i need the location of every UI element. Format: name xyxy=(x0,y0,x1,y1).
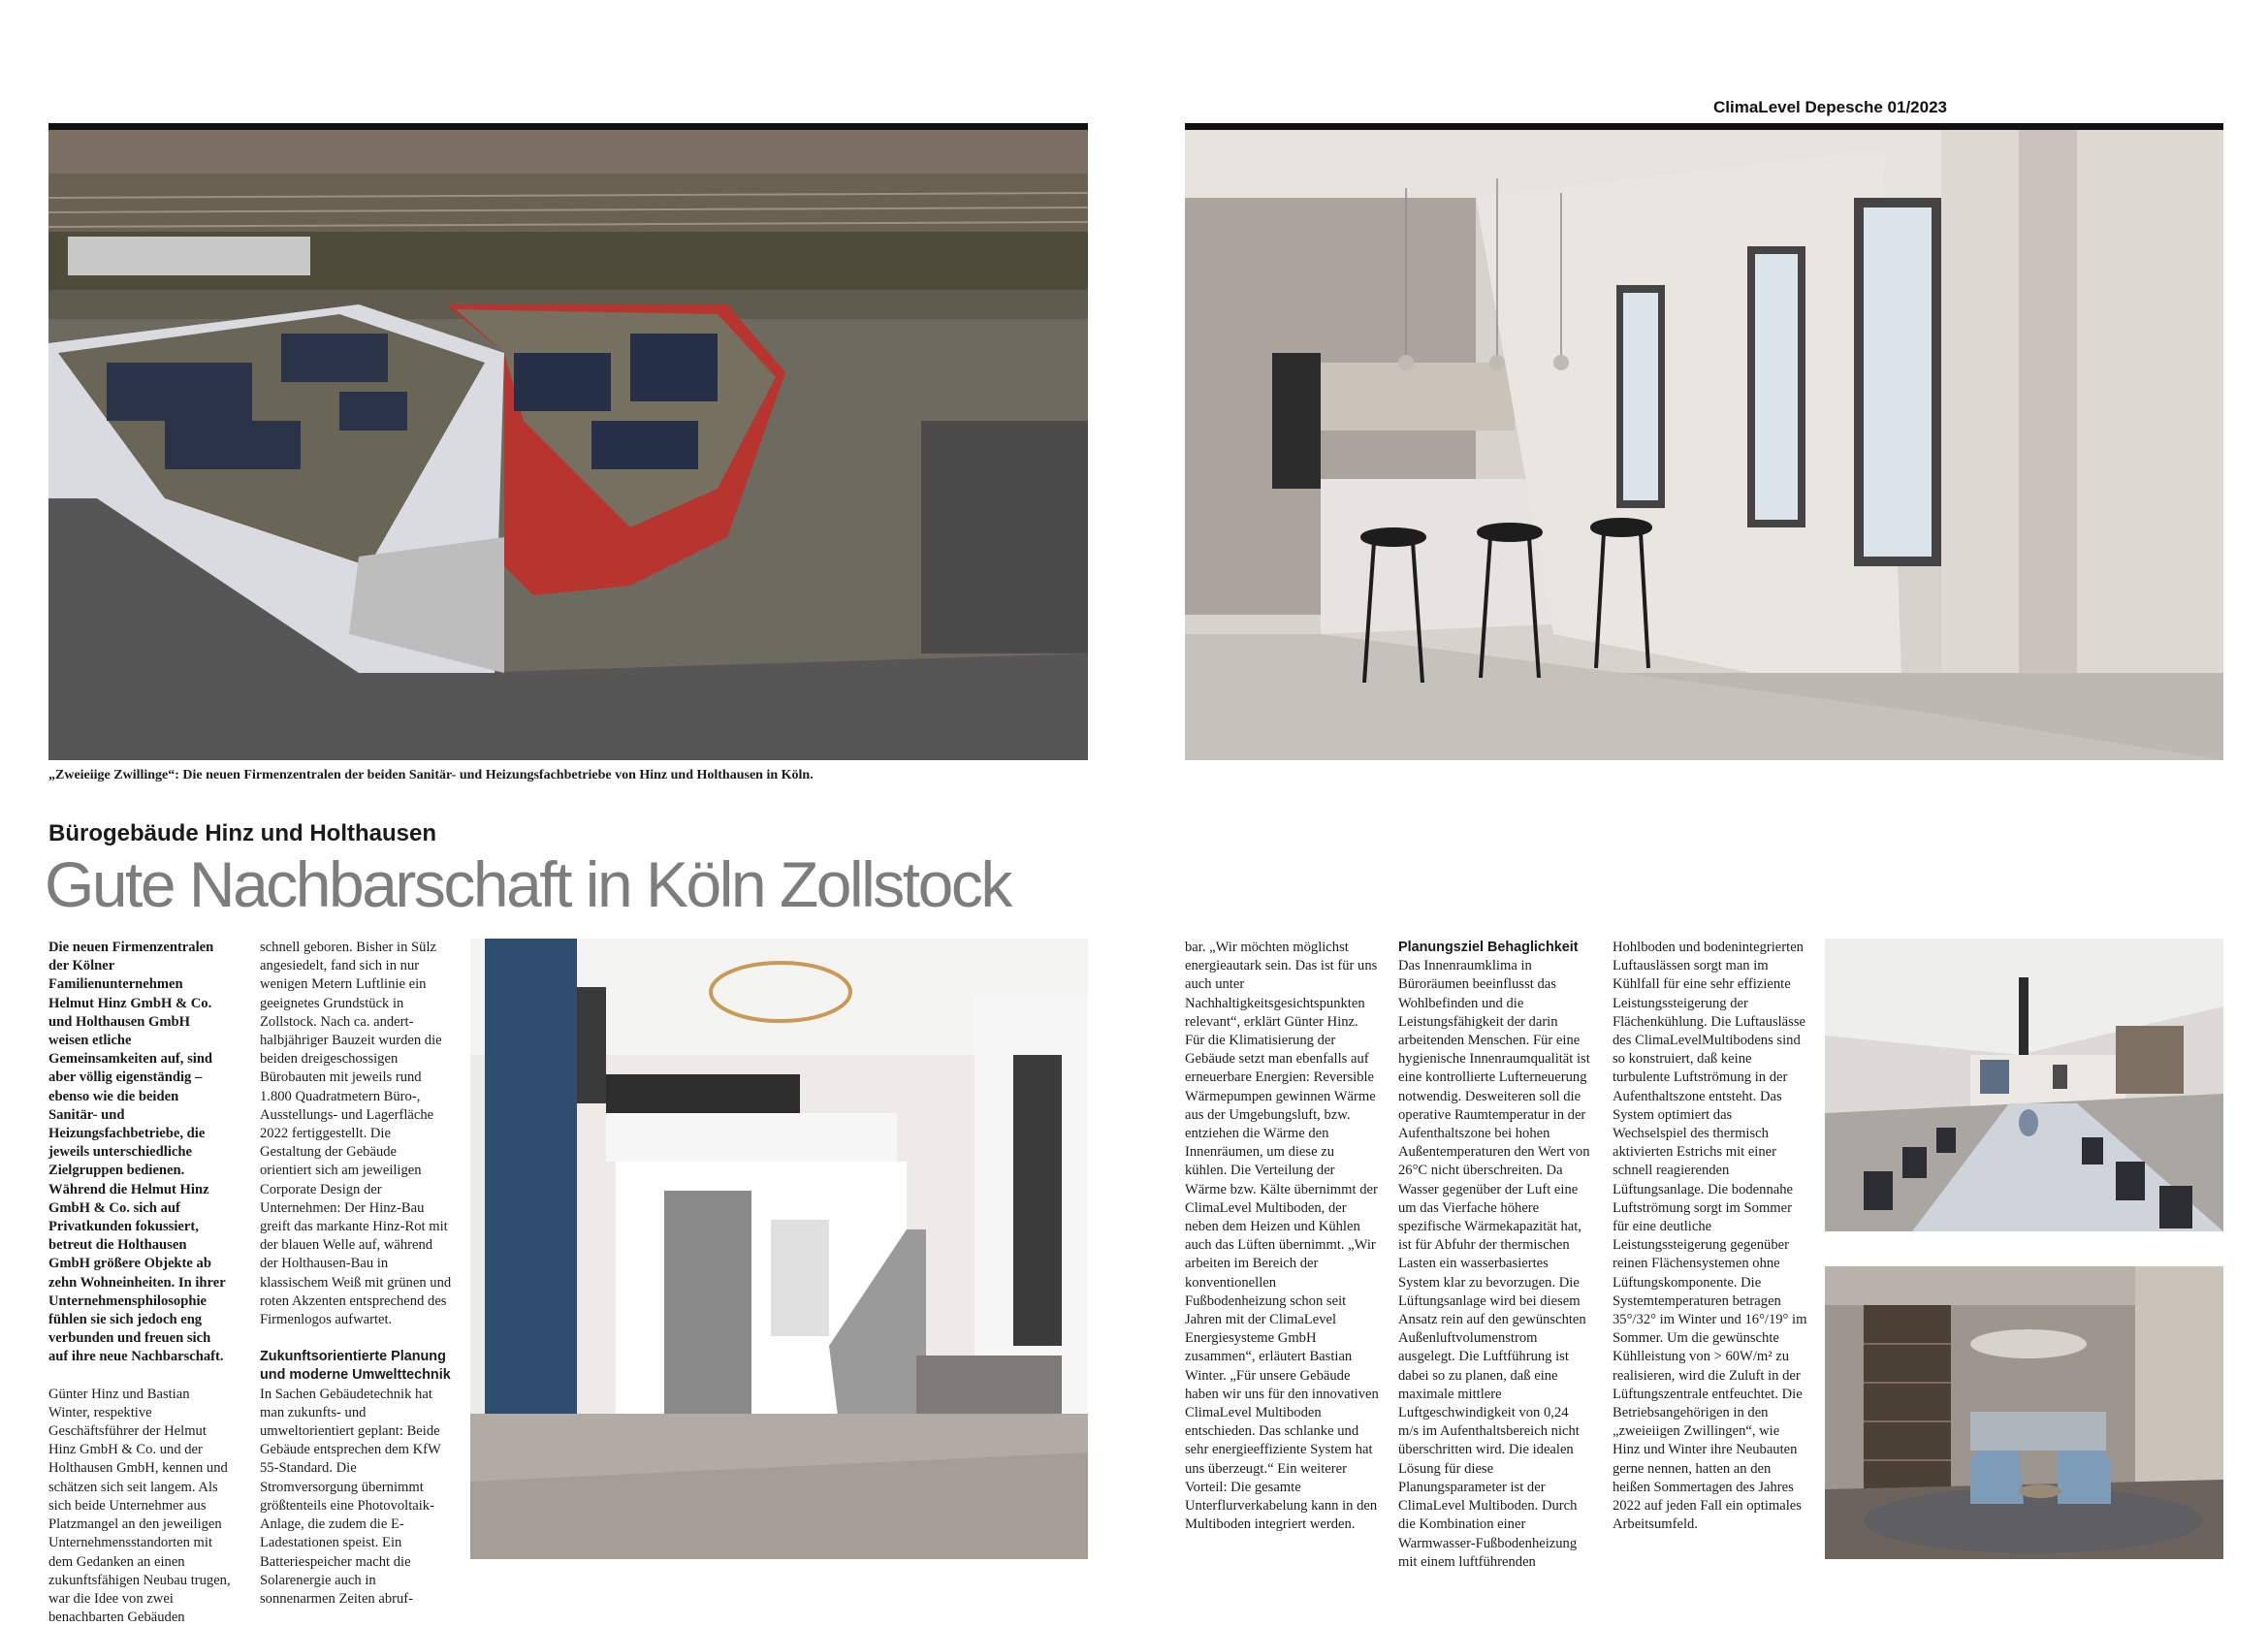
conference-room-photo xyxy=(1825,939,2223,1231)
paragraph: schnell geboren. Bisher in Sülz angesiedelt, fand sich in nur wenigen Metern Luftlinie ein geeignetes Grundstück in Zollstock. Nach ca. anderthalbjähriger Bauzeit wurden die beiden dreigeschossigen Bürobauten mit jeweils rund 1.800 Quadratmetern Büro-, Ausstellungs- und Lagerfläche 2022 fertiggestellt. Die Gestaltung der Gebäude orientiert sich am jeweiligen Corporate Design der Unternehmen: Der Hinz-Bau greift das markante Hinz-Rot mit der blauen Welle auf, während der Holthausen-Bau in klassischem Weiß mit grünen und roten Akzenten entsprechend des Firmenlogos aufwartet. xyxy=(260,940,452,1328)
column-3 xyxy=(1185,939,1379,1535)
subheading: Zukunftsorientierte Planung und moderne Umwelttechnik xyxy=(260,1349,451,1384)
kicker: Bürogebäude Hinz und Holthausen xyxy=(48,820,436,846)
paragraph: bar. „Wir möchten möglichst energieautark sein. Das ist für uns auch unter Nachhaltigkeitsgesichtspunkten relevant“, erklärt Günter Hinz. Für die Klimatisierung der Gebäude setzt man ebenfalls auf erneuerbare Energien: Reversible Wärmepumpen gewinnen Wärme aus der Umgebungsluft, bzw. entziehen die Wärme den Innenräumen, um diese zu kühlen. Die Verteilung der Wärme bzw. Kälte übernimmt der ClimaLevel Multiboden, der neben dem Heizen und Kühlen auch das Lüften übernimmt. „Wir arbeiten im Bereich der konventionellen Fußbodenheizung schon seit Jahren mit der ClimaLevel Energiesysteme GmbH zusammen“, erläutert Bastian Winter. „Für unsere Gebäude haben wir uns für den innovativen ClimaLevel Multiboden entschieden. Das schlanke und sehr energieeffiziente System hat uns überzeugt.“ Ein weiterer Vorteil: Die gesamte Unterflurverkabelung kann in den Multiboden integriert werden. xyxy=(1185,940,1379,1533)
column-1 xyxy=(48,939,231,1627)
paragraph: In Sachen Gebäudetechnik hat man zukunfts- und umweltorientiert geplant: Beide Gebäude entsprechen dem KfW 55-Standard. Die Stromversorgung übernimmt größtenteils eine Photovoltaik-Anlage, die zudem die E-Ladestationen speist. Ein Batteriespeicher macht die Solarenergie auch in sonnenarmen Zeiten abruf- xyxy=(260,1386,441,1607)
column-5 xyxy=(1613,939,1808,1535)
column-2 xyxy=(260,939,452,1609)
paragraph: Günter Hinz und Bastian Winter, respektive Geschäftsführer der Helmut Hinz GmbH & Co. und der Holthausen GmbH, kennen und schätzen sich seit langem. Als sich beide Unternehmer aus Platzmangel an den jeweiligen Unternehmensstandorten mit dem Gedanken an einen zukunftsfähigen Neubau trugen, war die Idee von zwei benachbarten Gebäuden xyxy=(48,1386,231,1626)
column-4 xyxy=(1398,939,1592,1572)
paragraph: Hohlboden und bodenintegrierten Luftauslässen sorgt man im Kühlfall für eine sehr effiziente Leistungssteigerung der Flächenkühlung. Die Luftauslässe des ClimaLevelMultibodens sind so konstruiert, daß keine turbulente Luftströmung in der Aufenthaltszone entsteht. Das System optimiert das Wechselspiel des thermisch aktivierten Estrichs mit einer schnell reagierenden Lüftungsanlage. Die bodennahe Luftströmung sorgt im Sommer für eine deutliche Leistungssteigerung gegenüber reinen Flächensystemen ohne Lüftungskomponente. Die Systemtemperaturen betragen 35°/32° im Winter und 16°/19° im Sommer. Um die gewünschte Kühlleistung von > 60W/m² zu realisieren, wird die Zuluft in der Lüftungszentrale entfeuchtet. Die Betriebsangehörigen in den „zweieiigen Zwillingen“, wie Hinz und Winter ihre Neubauten gerne nennen, hatten an den heißen Sommertagen des Jahres 2022 auf jeden Fall ein optimales Arbeitsumfeld. xyxy=(1613,940,1807,1533)
top-rule-right xyxy=(1185,123,2223,130)
issue-header: ClimaLevel Depesche 01/2023 xyxy=(1713,98,1947,116)
subheading: Planungsziel Behaglichkeit xyxy=(1398,940,1579,955)
top-rule-left xyxy=(48,123,1088,130)
kitchen-photo xyxy=(1185,130,2223,760)
lounge-photo xyxy=(1825,1266,2223,1559)
paragraph: Das Innenraumklima in Büroräumen beeinflusst das Wohlbefinden und die Leistungsfähigkeit der darin arbeitenden Menschen. Für eine hygienische Innenraumqualität ist eine kontrollierte Lufterneuerung notwendig. Desweiteren soll die operative Raumtemperatur in der Aufenthaltszone bei hohen Außentemperaturen den Wert von 26°C nicht überschreiten. Da Wasser gegenüber der Luft eine um das Vierfache höhere spezifische Wärmekapazität hat, ist für Abfuhr der thermischen Lasten ein wasserbasiertes System klar zu bevorzugen. Die Lüftungsanlage wird bei diesem Ansatz rein auf den gewünschten Außenluftvolumenstrom ausgelegt. Die Luftführung ist dabei so zu planen, daß eine maximale mittlere Luftgeschwindigkeit von 0,24 m/s im Aufenthaltsbereich nicht überschritten wird. Die idealen Lösung für diese Planungsparameter ist der ClimaLevel Multiboden. Durch die Kombination einer Warmwasser-Fußbodenheizung mit einem luftführenden xyxy=(1398,958,1590,1570)
lead-paragraph: Die neuen Firmenzentralen der Kölner Familienunternehmen Helmut Hinz GmbH & Co. und Holthausen GmbH weisen etliche Gemeinsamkeiten auf, sind aber völlig eigenständig – ebenso wie die beiden Sanitär- und Heizungsfachbetriebe, die jeweils unterschiedliche Zielgruppen bedienen. Während die Helmut Hinz GmbH & Co. sich auf Privatkunden fokussiert, betreut die Holthausen GmbH größere Objekte ab zehn Wohneinheiten. In ihrer Unternehmensphilosophie fühlen sie sich jedoch eng verbunden und freuen sich auf ihre neue Nachbarschaft. xyxy=(48,940,226,1365)
headline: Gute Nachbarschaft in Köln Zollstock xyxy=(45,848,1010,920)
atrium-photo xyxy=(470,939,1088,1559)
photo-caption: „Zweieiige Zwillinge“: Die neuen Firmenzentralen der beiden Sanitär- und Heizungsfachbetriebe von Hinz und Holthausen in Köln. xyxy=(48,768,814,782)
aerial-photo xyxy=(48,130,1088,760)
